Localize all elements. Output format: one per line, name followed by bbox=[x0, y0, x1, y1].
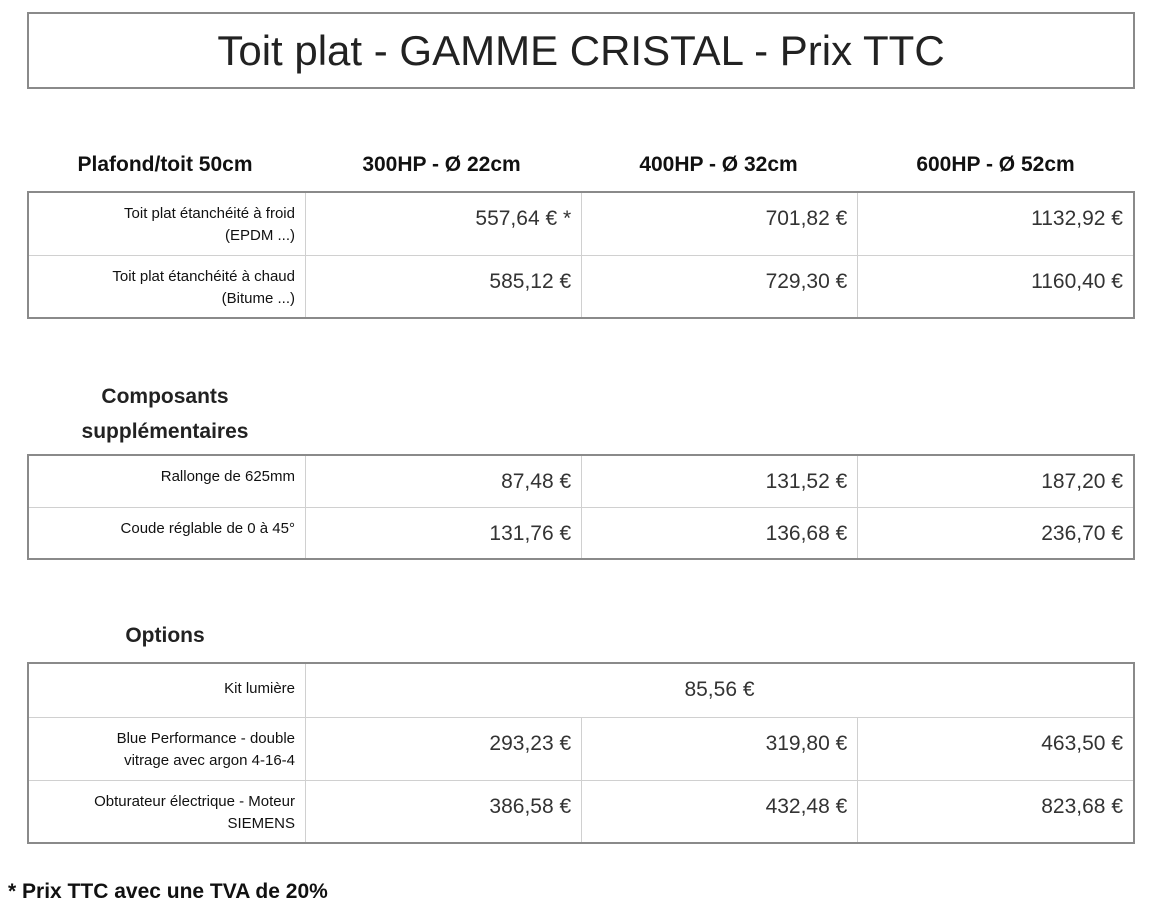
main-price-table bbox=[27, 191, 1135, 319]
table-row bbox=[28, 507, 1134, 559]
column-header-300hp: 300HP - Ø 22cm bbox=[362, 153, 521, 176]
page-title: Toit plat - GAMME CRISTAL - Prix TTC bbox=[27, 12, 1135, 89]
column-header-600hp: 600HP - Ø 52cm bbox=[916, 153, 1075, 176]
price-cell: 432,48 € bbox=[582, 780, 858, 843]
table-row bbox=[28, 780, 1134, 843]
row-label: Blue Performance - double vitrage avec argon 4-16-4 bbox=[28, 717, 306, 780]
price-cell: 557,64 € * bbox=[306, 192, 582, 255]
table-row bbox=[28, 255, 1134, 318]
section-title-components: Composants supplémentaires bbox=[81, 385, 249, 443]
price-cell: 386,58 € bbox=[306, 780, 582, 843]
price-cell: 463,50 € bbox=[858, 717, 1134, 780]
price-cell: 131,76 € bbox=[306, 507, 582, 559]
price-cell: 136,68 € bbox=[582, 507, 858, 559]
price-cell: 823,68 € bbox=[858, 780, 1134, 843]
price-cell: 293,23 € bbox=[306, 717, 582, 780]
footnote-mark: * bbox=[8, 880, 17, 903]
price-cell: 319,80 € bbox=[582, 717, 858, 780]
price-cell: 1160,40 € bbox=[858, 255, 1134, 318]
row-label: Kit lumière bbox=[28, 663, 306, 717]
price-cell: 236,70 € bbox=[858, 507, 1134, 559]
table-row bbox=[28, 192, 1134, 255]
footnote bbox=[8, 880, 328, 904]
price-cell: 187,20 € bbox=[858, 455, 1134, 507]
row-label: Coude réglable de 0 à 45° bbox=[28, 507, 306, 559]
price-cell: 87,48 € bbox=[306, 455, 582, 507]
column-header-400hp: 400HP - Ø 32cm bbox=[639, 153, 798, 176]
row-label: Rallonge de 625mm bbox=[28, 455, 306, 507]
options-table bbox=[27, 662, 1135, 844]
price-cell: 131,52 € bbox=[582, 455, 858, 507]
components-table bbox=[27, 454, 1135, 560]
row-label: Toit plat étanchéité à froid (EPDM ...) bbox=[28, 192, 306, 255]
row-label: Obturateur électrique - Moteur SIEMENS bbox=[28, 780, 306, 843]
price-cell: 85,56 € bbox=[306, 663, 1135, 717]
price-cell: 1132,92 € bbox=[858, 192, 1134, 255]
price-cell: 729,30 € bbox=[582, 255, 858, 318]
table-row bbox=[28, 717, 1134, 780]
price-cell: 701,82 € bbox=[582, 192, 858, 255]
table-row bbox=[28, 455, 1134, 507]
footnote-text: Prix TTC avec une TVA de 20% bbox=[22, 880, 328, 903]
row-label: Toit plat étanchéité à chaud (Bitume ...) bbox=[28, 255, 306, 318]
section-title-options: Options bbox=[125, 624, 205, 647]
price-cell: 585,12 € bbox=[306, 255, 582, 318]
table-row bbox=[28, 663, 1134, 717]
header-label: Plafond/toit 50cm bbox=[77, 153, 253, 176]
